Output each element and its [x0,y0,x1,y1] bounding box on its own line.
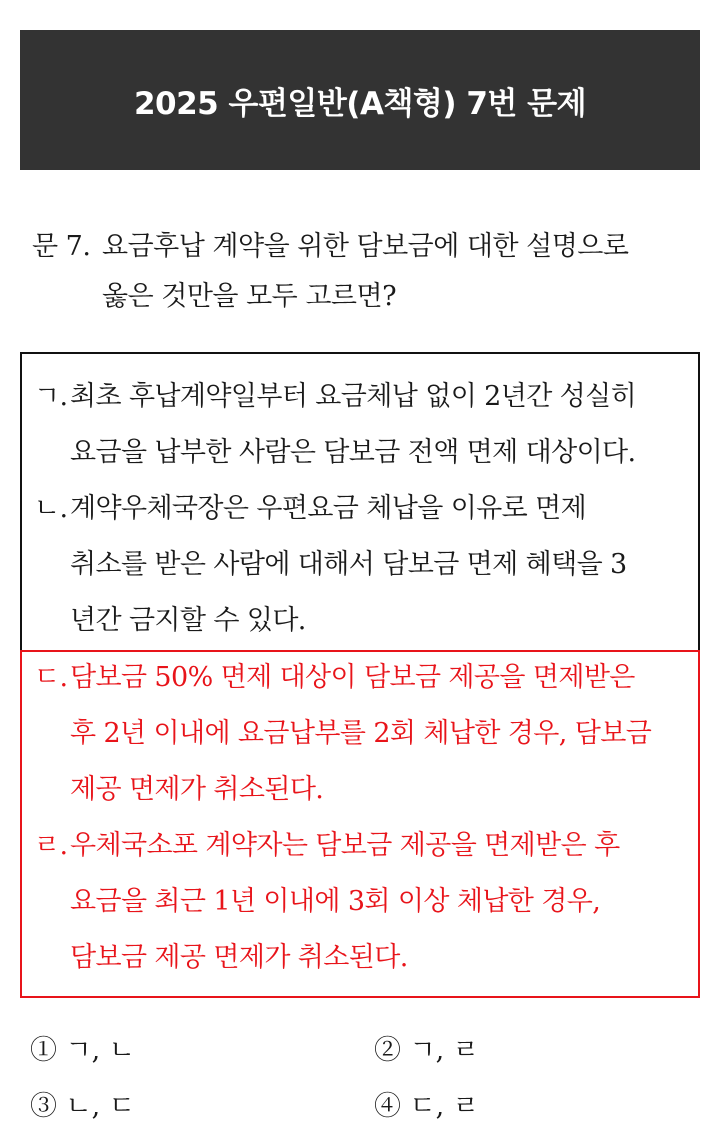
statement-text-line: 담보금 제공 면제가 취소된다. [70,942,408,973]
statement-label: ㄱ. [34,381,68,412]
question-stem [32,222,692,322]
statement-text-line: 년간 금지할 수 있다. [70,605,306,636]
statement-label: ㄴ. [34,493,68,524]
statement-text-line: 제공 면제가 취소된다. [70,774,324,805]
answer-option-1[interactable]: ① ㄱ, ㄴ [30,1035,135,1066]
question-text-line-2: 옳은 것만을 모두 고르면? [102,281,397,312]
page-title: 2025 우편일반(A책형) 7번 문제 [133,85,587,122]
statement-text-line: 계약우체국장은 우편요금 체납을 이유로 면제 [70,493,587,524]
answer-option-3[interactable]: ③ ㄴ, ㄷ [30,1091,135,1122]
statement-text-line: 우체국소포 계약자는 담보금 제공을 면제받은 후 [70,830,620,861]
statement-label: ㄷ. [34,662,68,693]
statement-text-line: 요금을 최근 1년 이내에 3회 이상 체납한 경우, [70,886,601,917]
header-banner [20,30,700,170]
statement-text-line: 요금을 납부한 사람은 담보금 전액 면제 대상이다. [70,437,636,468]
statement-label: ㄹ. [34,830,68,861]
statement-nieun [34,481,696,649]
statement-rieul [34,818,696,986]
statement-digeut [34,650,696,818]
statement-giyeok [34,369,696,481]
question-number: 문 7. [32,231,91,262]
statement-text-line: 담보금 50% 면제 대상이 담보금 제공을 면제받은 [70,662,635,693]
answer-option-2[interactable]: ② ㄱ, ㄹ [374,1035,479,1066]
answer-option-4[interactable]: ④ ㄷ, ㄹ [374,1091,479,1122]
statement-text-line: 취소를 받은 사람에 대해서 담보금 면제 혜택을 3 [70,549,627,580]
statement-text-line: 후 2년 이내에 요금납부를 2회 체납한 경우, 담보금 [70,718,652,749]
statement-text-line: 최초 후납계약일부터 요금체납 없이 2년간 성실히 [70,381,637,412]
question-text-line-1: 요금후납 계약을 위한 담보금에 대한 설명으로 [102,231,629,262]
